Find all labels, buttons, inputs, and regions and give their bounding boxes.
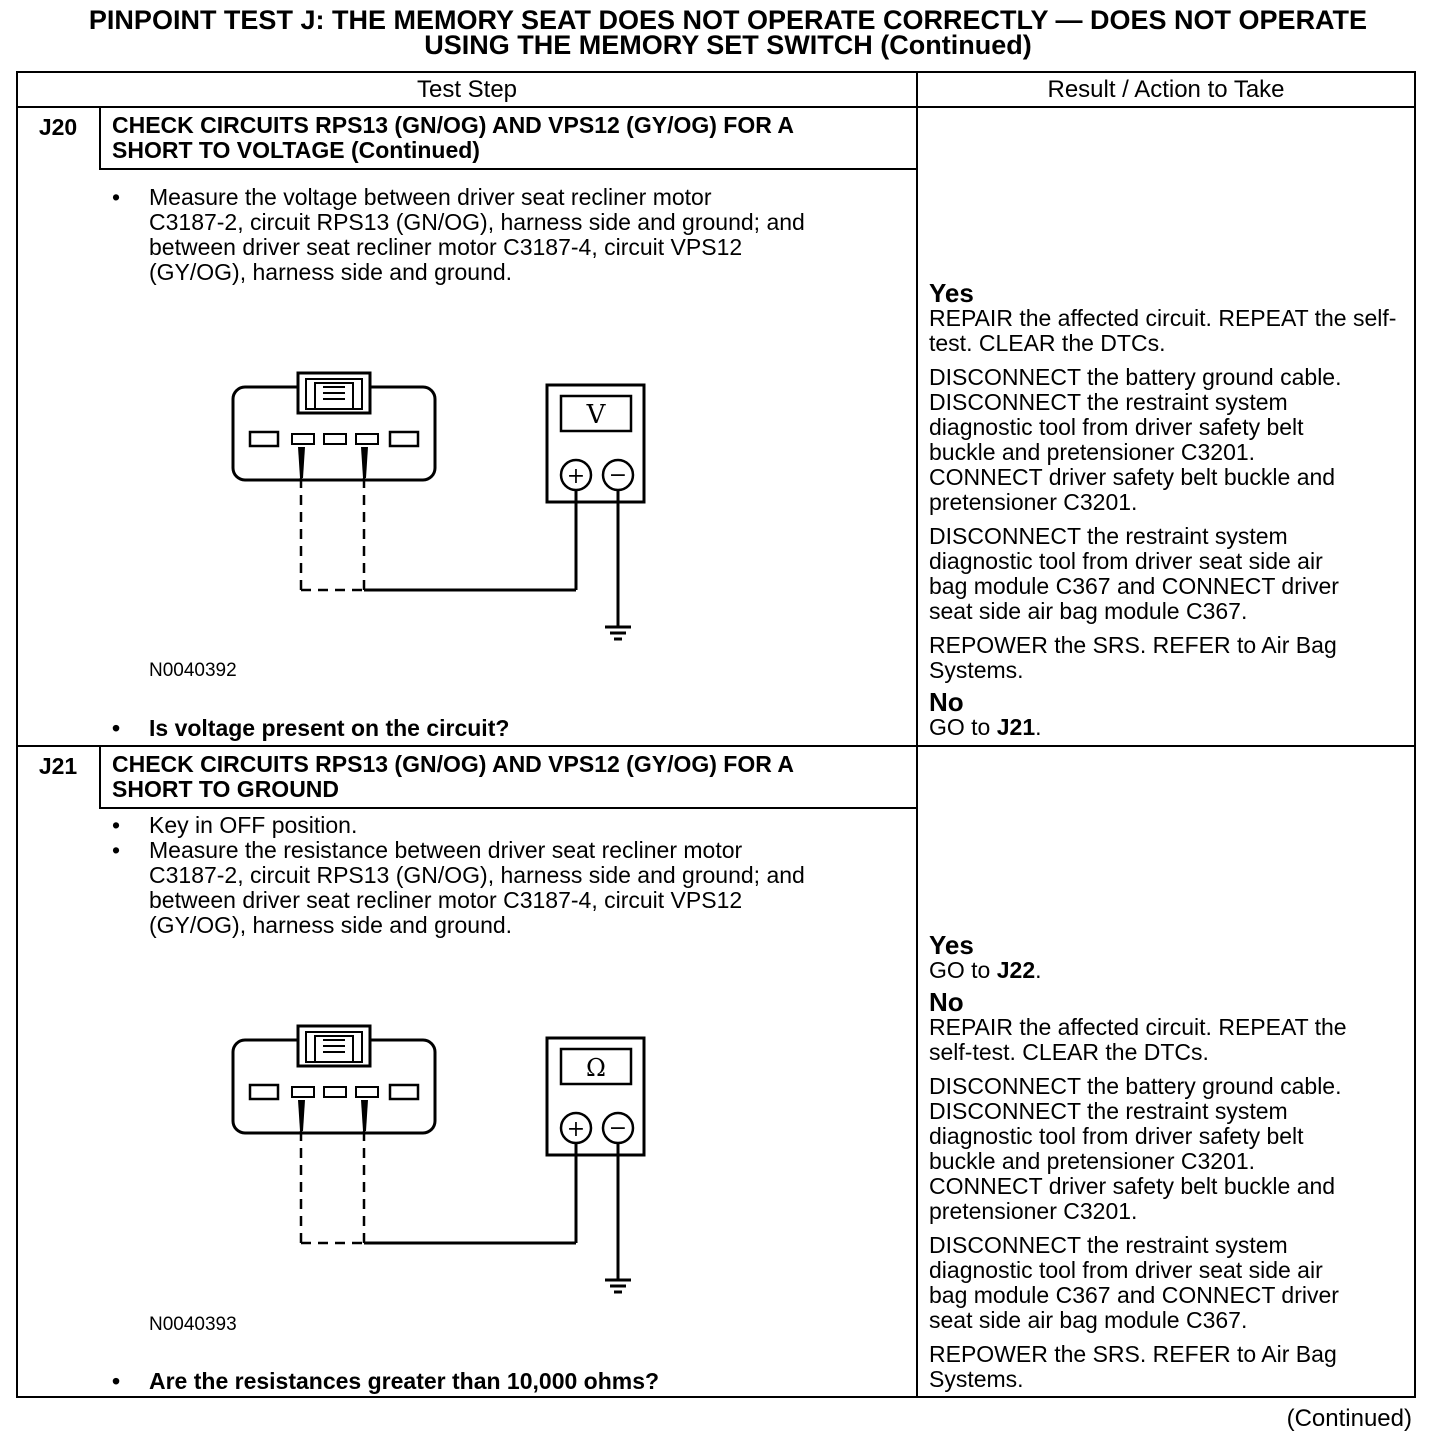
title-line-2: USING THE MEMORY SET SWITCH (Continued) <box>424 30 1032 60</box>
j21-p1-line: buckle and pretensioner C3201. <box>929 1148 1256 1174</box>
header-result: Result / Action to Take <box>1047 76 1285 103</box>
j20-p2-line: DISCONNECT the restraint system <box>929 523 1288 549</box>
j21-yes-target: J22 <box>996 957 1036 983</box>
minus-terminal: − <box>608 463 628 488</box>
plus-terminal: + <box>566 1117 586 1142</box>
j21-no-line: REPAIR the affected circuit. REPEAT the <box>929 1014 1347 1040</box>
j20-question <box>112 715 509 742</box>
j20-p1-line: DISCONNECT the battery ground cable. <box>929 364 1342 390</box>
j20-step-title <box>112 113 794 163</box>
j20-bullet-line-2: C3187-2, circuit RPS13 (GN/OG), harness side and ground; and <box>149 209 805 235</box>
bullet-dot: • <box>112 184 121 210</box>
j20-yes-p1 <box>929 365 1404 515</box>
meter-symbol: Ω <box>586 1054 606 1082</box>
continued-label: (Continued) <box>1286 1405 1412 1432</box>
j21-p3-line: REPOWER the SRS. REFER to Air Bag <box>929 1341 1337 1367</box>
j20-p2-line: bag module C367 and CONNECT driver <box>929 573 1339 599</box>
j21-instructions <box>112 813 902 938</box>
j20-question-text: Is voltage present on the circuit? <box>149 715 510 741</box>
j21-yes-label: Yes <box>929 930 974 960</box>
meter-symbol: V <box>586 400 606 430</box>
j21-bullet-line-2: C3187-2, circuit RPS13 (GN/OG), harness side and ground; and <box>149 862 805 888</box>
row-separator <box>16 745 1416 747</box>
period: . <box>1035 714 1042 740</box>
j21-id-divider <box>99 746 101 808</box>
ground-icon <box>605 1280 631 1292</box>
j21-no-p3 <box>929 1342 1404 1392</box>
j21-p1-line: CONNECT driver safety belt buckle and <box>929 1173 1336 1199</box>
j20-no-label: No <box>929 687 964 717</box>
bullet-dot: • <box>112 715 121 741</box>
j20-title-line-1: CHECK CIRCUITS RPS13 (GN/OG) AND VPS12 (GY/OG) FOR A <box>112 112 794 138</box>
j20-bullet-line-3: between driver seat recliner motor C3187-4, circuit VPS12 <box>149 234 743 260</box>
j21-p2-line: bag module C367 and CONNECT driver <box>929 1282 1339 1308</box>
j21-no-p2 <box>929 1233 1404 1333</box>
j21-p3-line: Systems. <box>929 1366 1024 1392</box>
j21-bullet-line-1: Measure the resistance between driver seat recliner motor <box>149 837 743 863</box>
j21-ohmmeter-diagram <box>225 1018 665 1298</box>
bullet-dot: • <box>112 1368 121 1394</box>
j21-question-text: Are the resistances greater than 10,000 ohms? <box>149 1368 660 1394</box>
j21-figure-id: N0040393 <box>149 1314 237 1335</box>
j20-id-divider <box>99 107 101 169</box>
j21-yes-go: GO to <box>929 957 991 983</box>
j21-bullet-line-4: (GY/OG), harness side and ground. <box>149 912 513 938</box>
j20-figure-id: N0040392 <box>149 660 237 681</box>
page-title <box>0 5 1456 60</box>
j20-p3-line: Systems. <box>929 657 1024 683</box>
j20-p2-line: diagnostic tool from driver seat side air <box>929 548 1323 574</box>
j21-result <box>929 926 1404 1401</box>
j21-title-rule <box>99 807 917 809</box>
j21-question <box>112 1368 659 1395</box>
j21-no-p1 <box>929 1074 1404 1224</box>
j20-p1-line: buckle and pretensioner C3201. <box>929 439 1256 465</box>
j20-no-go: GO to <box>929 714 991 740</box>
j21-p1-line: DISCONNECT the restraint system <box>929 1098 1288 1124</box>
j21-p1-line: diagnostic tool from driver safety belt <box>929 1123 1304 1149</box>
j20-bullet-line-1: Measure the voltage between driver seat recliner motor <box>149 184 712 210</box>
j20-bullet-measure <box>112 185 902 285</box>
j20-result <box>929 274 1404 740</box>
j20-voltmeter-diagram <box>225 365 665 645</box>
j20-bullet-line-4: (GY/OG), harness side and ground. <box>149 259 513 285</box>
j20-yes-label: Yes <box>929 278 974 308</box>
probe-icon <box>361 447 368 478</box>
j21-yes-text <box>929 958 1404 983</box>
bullet-dot: • <box>112 837 121 863</box>
j20-yes-p2 <box>929 524 1404 624</box>
j21-title-line-1: CHECK CIRCUITS RPS13 (GN/OG) AND VPS12 (GY/OG) FOR A <box>112 751 794 777</box>
header-rule <box>16 106 1416 108</box>
j21-bullet1-text: Key in OFF position. <box>149 812 358 838</box>
j20-p1-line: CONNECT driver safety belt buckle and <box>929 464 1336 490</box>
j20-p2-line: seat side air bag module C367. <box>929 598 1248 624</box>
probe-icon <box>298 447 305 478</box>
j20-instructions <box>112 185 902 285</box>
j20-p1-line: DISCONNECT the restraint system <box>929 389 1288 415</box>
title-line-1: PINPOINT TEST J: THE MEMORY SEAT DOES NOT OPERATE CORRECTLY — DOES NOT OPERATE <box>88 5 1368 35</box>
j20-no-text <box>929 715 1404 740</box>
j20-yes-text <box>929 306 1404 356</box>
period: . <box>1035 957 1042 983</box>
j21-no-line: self-test. CLEAR the DTCs. <box>929 1039 1209 1065</box>
j20-yes-p3 <box>929 633 1404 683</box>
j21-p2-line: diagnostic tool from driver seat side air <box>929 1257 1323 1283</box>
j21-bullet-key <box>112 813 902 838</box>
j21-p2-line: seat side air bag module C367. <box>929 1307 1248 1333</box>
j21-no-text <box>929 1015 1404 1065</box>
probe-icon <box>361 1100 368 1131</box>
j21-p1-line: DISCONNECT the battery ground cable. <box>929 1073 1342 1099</box>
plus-terminal: + <box>566 464 586 489</box>
j21-no-label: No <box>929 987 964 1017</box>
header-test-step: Test Step <box>416 76 518 103</box>
j20-yes-action: REPAIR the affected circuit. REPEAT the self-test. CLEAR the DTCs. <box>929 305 1397 356</box>
column-divider <box>916 71 918 1398</box>
j21-title-line-2: SHORT TO GROUND <box>112 776 340 802</box>
j21-bullet-measure <box>112 838 902 938</box>
j21-bullet-line-3: between driver seat recliner motor C3187-4, circuit VPS12 <box>149 887 743 913</box>
probe-icon <box>298 1100 305 1131</box>
j20-step-id: J20 <box>38 114 78 140</box>
j20-no-target: J21 <box>996 714 1036 740</box>
j20-p1-line: pretensioner C3201. <box>929 489 1138 515</box>
j21-p2-line: DISCONNECT the restraint system <box>929 1232 1288 1258</box>
minus-terminal: − <box>608 1116 628 1141</box>
j20-title-line-2: SHORT TO VOLTAGE (Continued) <box>112 137 480 163</box>
j20-p3-line: REPOWER the SRS. REFER to Air Bag <box>929 632 1337 658</box>
j21-p1-line: pretensioner C3201. <box>929 1198 1138 1224</box>
bullet-dot: • <box>112 812 121 838</box>
j20-title-rule <box>99 168 917 170</box>
j20-p1-line: diagnostic tool from driver safety belt <box>929 414 1304 440</box>
j21-step-title <box>112 752 794 802</box>
j21-step-id: J21 <box>38 753 78 779</box>
ground-icon <box>605 627 631 639</box>
